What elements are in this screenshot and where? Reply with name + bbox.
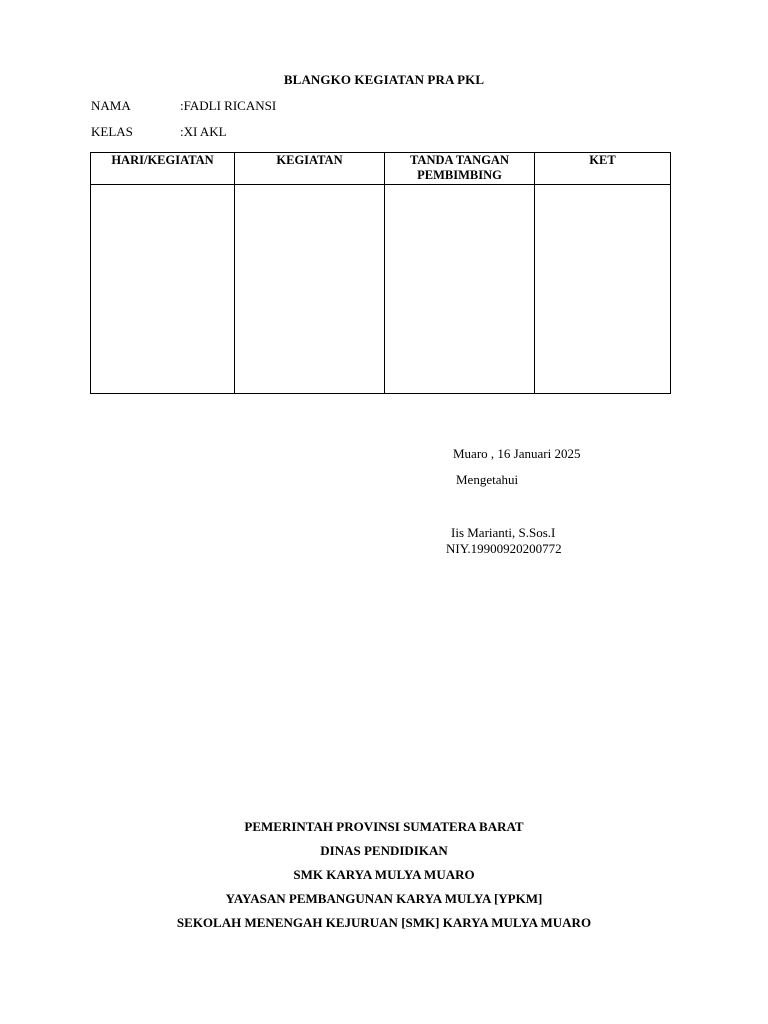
footer-line-school: SMK KARYA MULYA MUARO [293, 867, 475, 882]
footer-line-foundation: YAYASAN PEMBANGUNAN KARYA MULYA [YPKM] [225, 891, 543, 906]
acknowledged-label: Mengetahui [456, 472, 519, 487]
cell-kegiatan[interactable] [235, 185, 385, 394]
header-ket: KET [535, 153, 671, 185]
footer-line-department: DINAS PENDIDIKAN [320, 843, 448, 858]
name-label: NAMA [91, 98, 131, 113]
activity-table [90, 152, 671, 394]
table-row [91, 185, 671, 394]
cell-tanda-tangan[interactable] [385, 185, 535, 394]
form-title: BLANGKO KEGIATAN PRA PKL [283, 72, 485, 87]
header-tanda-tangan-pembimbing [385, 153, 535, 185]
table-header-row [91, 153, 671, 185]
signatory-name: Iis Marianti, S.Sos.I [451, 525, 556, 540]
signatory-id: NIY.19900920200772 [446, 541, 562, 556]
header-hari-kegiatan: HARI/KEGIATAN [91, 153, 235, 185]
class-label: KELAS [91, 124, 133, 139]
class-value: :XI AKL [180, 124, 227, 139]
footer-line-government: PEMERINTAH PROVINSI SUMATERA BARAT [244, 819, 524, 834]
footer-line-full-school-name: SEKOLAH MENENGAH KEJURUAN [SMK] KARYA MULYA MUARO [176, 915, 592, 930]
header-tanda-tangan-text: TANDA TANGAN PEMBIMBING [410, 153, 509, 182]
cell-ket[interactable] [535, 185, 671, 394]
place-date: Muaro , 16 Januari 2025 [453, 446, 581, 461]
cell-hari-kegiatan[interactable] [91, 185, 235, 394]
name-value: :FADLI RICANSI [180, 98, 277, 113]
header-kegiatan: KEGIATAN [235, 153, 385, 185]
